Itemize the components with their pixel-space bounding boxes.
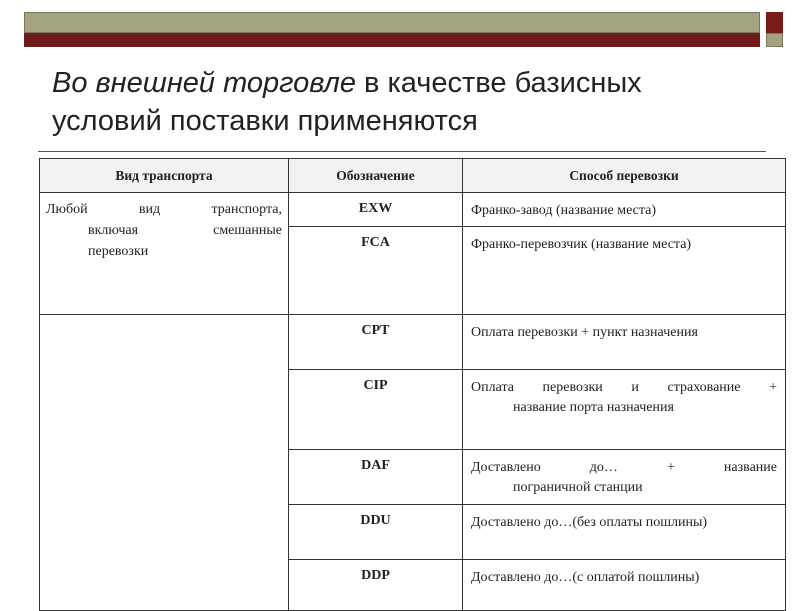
method-cell: Доставлено до…(с оплатой пошлины) [463,560,786,611]
header-bar-bottom [24,33,760,47]
method-cell: Доставлено до…(без оплаты пошлины) [463,505,786,560]
code-cell: DDU [289,505,463,560]
method-cip-line2: название порта назначения [513,400,674,415]
code-cell: FCA [289,227,463,315]
method-cell: Франко-завод (название места) [463,193,786,227]
code-cell: CIP [289,370,463,450]
transport-any [40,193,289,315]
code-cell: EXW [289,193,463,227]
header-square-top [766,12,783,33]
code-cell: DDP [289,560,463,611]
slide-title-line2: условий поставки применяются [52,105,478,137]
transport-any-line2: включая смешанные [88,223,282,238]
transport-empty [40,315,289,611]
table-header-row [40,159,786,193]
slide-title [52,64,772,140]
code-cell: DAF [289,450,463,505]
transport-any-line1: Любой вид транспорта, [46,202,282,217]
title-divider [38,151,766,152]
method-cell [463,370,786,450]
transport-any-line3: перевозки [88,244,149,259]
header-code: Обозначение [289,159,463,193]
header-transport: Вид транспорта [40,159,289,193]
table-row [40,315,786,370]
method-daf-line1: Доставлено до… + название [471,460,777,475]
code-cell: CPT [289,315,463,370]
header-square-bottom [766,33,783,47]
slide-title-rest: в качестве базисных [355,67,642,99]
header-method: Способ перевозки [463,159,786,193]
delivery-terms-table [39,158,786,611]
method-cell: Франко-перевозчик (название места) [463,227,786,315]
header-bar-top [24,12,760,33]
table-row [40,193,786,227]
method-cip-line1: Оплата перевозки и страхование + [471,380,777,395]
method-cell [463,450,786,505]
transport-any-line2-wrap [46,220,282,241]
method-cell: Оплата перевозки + пункт назначения [463,315,786,370]
method-daf-line2: пограничной станции [513,480,643,495]
slide-title-italic: Во внешней торговле [52,67,356,99]
